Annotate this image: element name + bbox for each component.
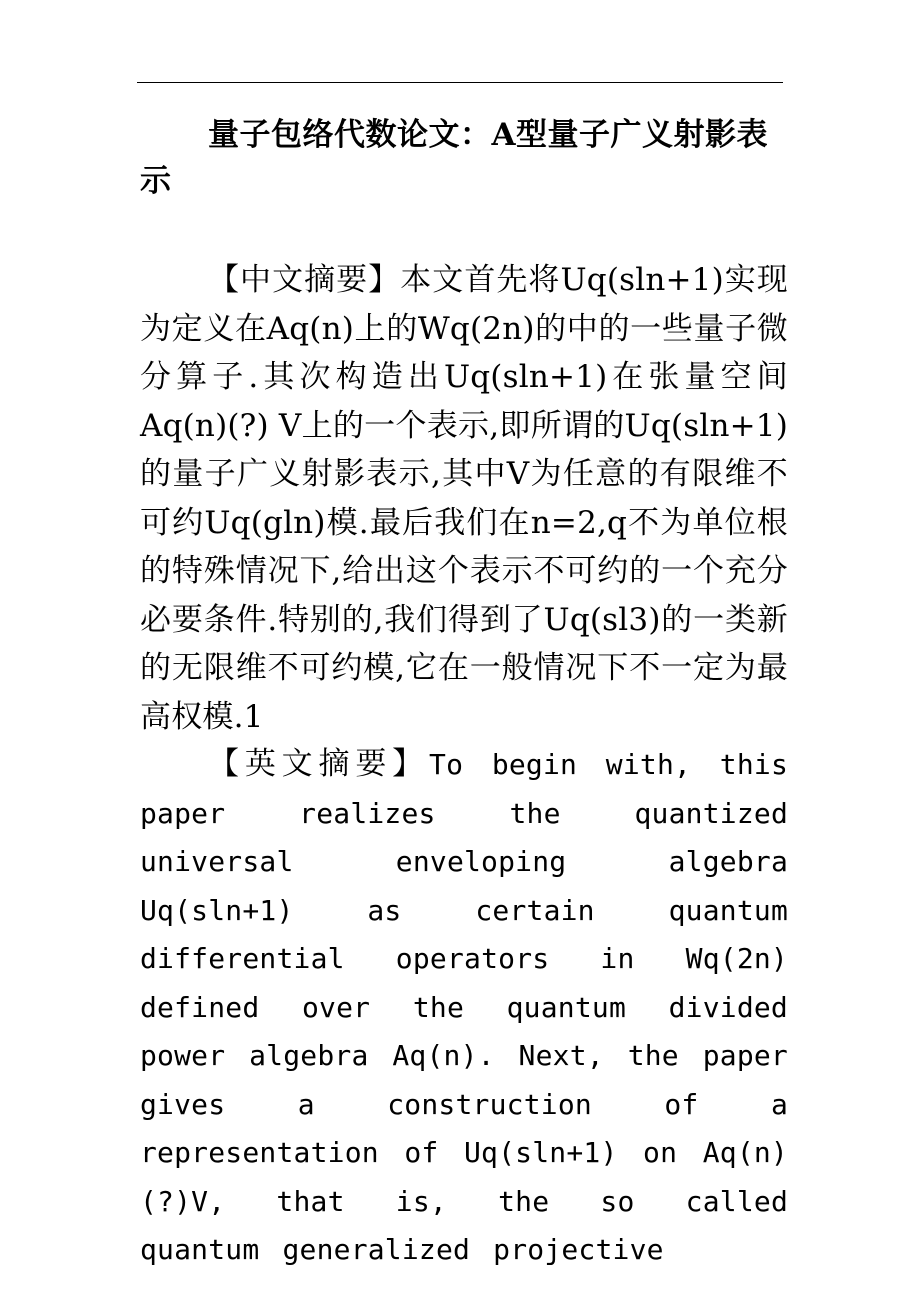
english-abstract-label: 【英文摘要】 [208,746,430,782]
chinese-abstract-text: 本文首先将Uq(sln+1)实现为定义在Aq(n)上的Wq(2n)的中的一些量子微分算子.其次构造出Uq(sln+1)在张量空间Aq(n)(?) V上的一个表示,即所谓的Uq(sln+1)的量子广义射影表示,其中V为任意的有限维不可约Uq(gln)模.最后我们在n=2,q不为单位根的特殊情况下,给出这个表示不可约的一个充分必要条件.特别的,我们得到了Uq(sl3)的一类新的无限维不可约模,它在一般情况下不一定为最高权模.1 [140,262,788,735]
chinese-abstract [140,256,788,741]
document-title: 量子包络代数论文：A型量子广义射影表示 [140,117,769,199]
english-abstract [140,740,788,1275]
header-rule [137,82,783,83]
english-abstract-text: To begin with, this paper realizes the quantized universal enveloping algebra Uq(sln+1) as certain quantum differential operators in Wq(2n) defined over the quantum divided power algebra Aq(n). Next, the paper gives a construction of a representation of Uq(sln+1) on Aq(n)(?)V, that is, the so called quantum generalized projective [140,748,789,1266]
chinese-abstract-label: 【中文摘要】 [208,262,401,298]
